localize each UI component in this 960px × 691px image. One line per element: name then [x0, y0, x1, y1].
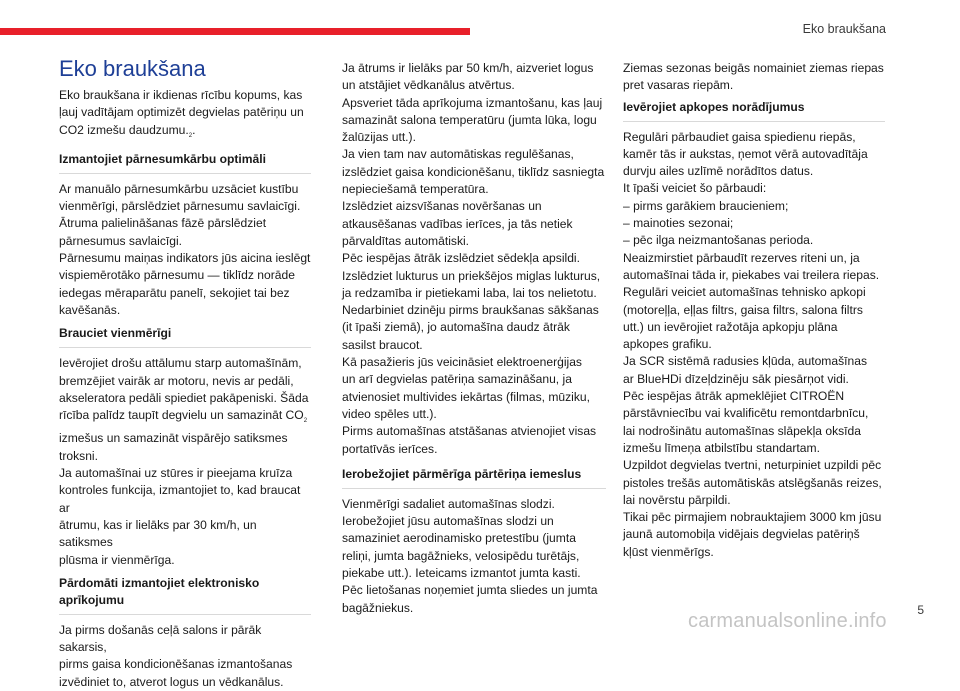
column-1	[59, 56, 311, 691]
intro-text: Eko braukšana ir ikdienas rīcību kopums, kas ļauj vadītājam optimizēt degvielas patēriņu un CO2 izmešu daudzumu.	[59, 88, 304, 137]
intro-subscript: 2	[188, 132, 193, 139]
drive-smoothly-paragraph	[59, 355, 311, 569]
ventilation-paragraph: Ja ātrums ir lielāks par 50 km/h, aizveriet logus un atstājiet vēdkanālus atvērtus. Apsveriet tāda aprīkojuma izmantošanu, kas ļauj samazināt salona temperatūru (jumta lūka, logu žalūzijas utt.). Ja vien tam nav automātiskas regulēšanas, izslēdziet gaisa kondicionēšanu, tiklīdz sasniegta nepieciešamā temperatūra. Izslēdziet aizsvīšanas novēršanas un atkausēšanas vadības ierīces, ja tās netiek pārvaldītas automātiski. Pēc iespējas ātrāk izslēdziet sēdekļa apsildi. Izslēdziet lukturus un priekšējos miglas lukturus, ja redzamība ir pietiekami laba, lai tos nelietotu. Nedarbiniet dzinēju pirms braukšanas sākšanas (it īpaši ziemā), jo automašīna daudz ātrāk sasilst braucot. Kā pasažieris jūs veicināsiet elektroenerģijas un arī degvielas patēriņa samazināšanu, ja atvienosiet multivides iekārtas (filmas, mūziku, video spēles utt.). Pirms automašīnas atstāšanas atvienojiet visas portatīvās ierīces.	[342, 61, 605, 456]
header-red-bar	[0, 28, 470, 35]
heading-maintenance: Ievērojiet apkopes norādījumus	[623, 99, 885, 122]
gearbox-paragraph: Ar manuālo pārnesumkārbu uzsāciet kustību vienmērīgi, pārslēdziet pārnesumu savlaicīgi. Ātruma palielināšanas fāzē pārslēdziet pārnesumus savlaicīgi. Pārnesumu maiņas indikators jūs aicina ieslēgt vispiemērotāko pārnesumu — tiklīdz norāde iedegas mēraparātu panelī, sekojiet tai bez kavēšanās.	[59, 181, 311, 317]
page-number: 5	[917, 603, 924, 617]
heading-gearbox: Izmantojiet pārnesumkārbu optimāli	[59, 151, 311, 174]
heading-excess-consumption: Ierobežojiet pārmērīga pārtēriņa iemeslus	[342, 466, 606, 489]
running-header: Eko braukšana	[802, 22, 886, 36]
drive-text-b: izmešus un samazināt vispārējo satiksmes troksni. Ja automašīnai uz stūres ir pieejama kruīza kontroles funkcija, izmantojiet to, kad braucat ar ātrumu, kas ir lielāks par 30 km/h, un satiksmes plūsma ir vienmērīga.	[59, 431, 301, 567]
intro-end: .	[192, 122, 196, 137]
tyres-paragraph: Ziemas sezonas beigās nomainiet ziemas riepas pret vasaras riepām.	[623, 61, 884, 93]
co2-subscript: 2	[303, 418, 308, 425]
load-paragraph: Vienmērīgi sadaliet automašīnas slodzi. Ierobežojiet jūsu automašīnas slodzi un samaziniet aerodinamisko pretestību (jumta reliņi, jumta bagāžnieks, velosipēdu turētājs, piekabe utt.). Ieteicams izmantot jumta kasti. Pēc lietošanas noņemiet jumta sliedes un jumta bagāžniekus.	[342, 496, 598, 615]
heading-drive-smoothly: Brauciet vienmērīgi	[59, 325, 311, 348]
drive-text-a: Ievērojiet drošu attālumu starp automašīnām, bremzējiet vairāk ar motoru, nevis ar pedāli, akseleratora pedāli spiediet pakāpeniski. Šāda rīcība palīdz taupīt degvielu un samazināt CO	[59, 356, 309, 423]
intro-paragraph	[59, 87, 311, 145]
electronics-paragraph: Ja pirms došanās ceļā salons ir pārāk sakarsis, pirms gaisa kondicionēšanas izmantošanas izvēdiniet to, atverot logus un vēdkanālus.	[59, 622, 293, 689]
page-title: Eko braukšana	[59, 56, 206, 81]
column-3	[623, 60, 885, 561]
maintenance-paragraph: Regulāri pārbaudiet gaisa spiedienu riepās, kamēr tās ir aukstas, ņemot vērā autovadītāja durvju ailes uzlīmē norādītos datus. It īpaši veiciet šo pārbaudi: – pirms garākiem braucieniem; – mainoties sezonai; – pēc ilga neizmantošanas perioda. Neaizmirstiet pārbaudīt rezerves riteni un, ja automašīnai tāda ir, piekabes vai treilera riepas. Regulāri veiciet automašīnas tehnisko apkopi (motoreļļa, eļļas filtrs, gaisa filtrs, salona filtrs utt.) un ievērojiet ražotāja apkopju plāna apkopes grafiku. Ja SCR sistēmā radusies kļūda, automašīnas ar BlueHDi dīzeļdzinēju sāk piesārņot vidi. Pēc iespējas ātrāk apmeklējiet CITROËN pārstāvniecību vai kvalificētu remontdarbnīcu, lai nodrošinātu automašīnas slāpekļa oksīda izmešu līmeņa atbilstību standartam. Uzpildot degvielas tvertni, neturpiniet uzpildi pēc pistoles trešās automātiskās atslēgšanās reizes, lai novērstu pārpildi. Tikai pēc pirmajiem nobrauktajiem 3000 km jūsu jaunā automobiļa vidējais degvielas patēriņš kļūst vienmērīgs.	[623, 129, 882, 559]
watermark: carmanualsonline.info	[688, 610, 887, 632]
heading-electronics: Pārdomāti izmantojiet elektronisko aprīkojumu	[59, 575, 311, 615]
column-2	[342, 60, 606, 617]
